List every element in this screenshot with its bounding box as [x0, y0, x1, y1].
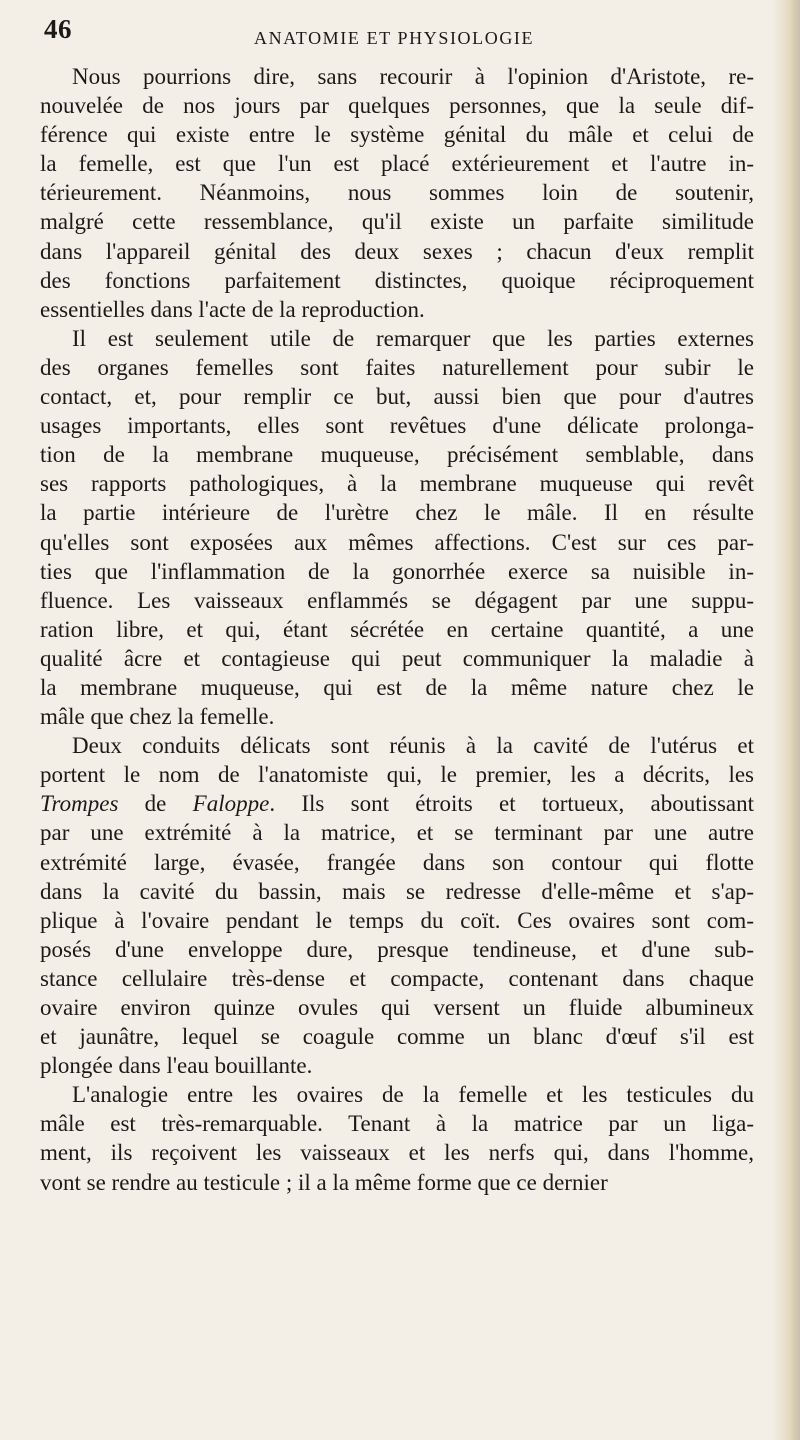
- text-line: et jaunâtre, lequel se coagule comme un blanc d'œuf s'il est: [40, 1024, 754, 1050]
- paragraph-2: [40, 324, 754, 731]
- text-line: la membrane muqueuse, qui est de la même nature chez le: [40, 674, 754, 700]
- page-header: [44, 14, 764, 48]
- page-number: 46: [44, 14, 72, 44]
- text-line: ovaire environ quinze ovules qui versent un fluide albumineux: [40, 995, 754, 1020]
- text-line: vont se rendre au testicule ; il a la même forme que ce dernier: [40, 1169, 608, 1195]
- text-line: Nous pourrions dire, sans recourir à l'opinion d'Aristote, re-: [72, 64, 754, 89]
- paragraph-1: [40, 62, 754, 324]
- text-line: stance cellulaire très-dense et compacte, contenant dans chaque: [40, 965, 754, 991]
- text-line: des fonctions parfaitement distinctes, quoique réciproquement: [40, 267, 754, 293]
- paragraph-3: [40, 731, 754, 1080]
- text-fragment: . Ils sont étroits et tortueux, aboutissant: [269, 791, 755, 817]
- text-line: dans la cavité du bassin, mais se redresse d'elle-même et s'ap-: [40, 878, 754, 904]
- text-line: ration libre, et qui, étant sécrétée en certaine quantité, a une: [40, 616, 754, 642]
- page-edge-shading: [772, 0, 800, 1440]
- text-line: qu'elles sont exposées aux mêmes affections. C'est sur ces par-: [40, 529, 754, 555]
- text-line: par une extrémité à la matrice, et se terminant par une autre: [40, 820, 754, 846]
- text-line: ties que l'inflammation de la gonorrhée exerce sa nuisible in-: [40, 558, 754, 584]
- text-line: plique à l'ovaire pendant le temps du coït. Ces ovaires sont com-: [40, 907, 754, 933]
- text-line: malgré cette ressemblance, qu'il existe un parfaite similitude: [40, 209, 754, 235]
- text-line: dans l'appareil génital des deux sexes ; chacun d'eux remplit: [40, 238, 754, 264]
- text-line: fluence. Les vaisseaux enflammés se dégagent par une suppu-: [40, 587, 754, 613]
- italic-term: Faloppe: [192, 791, 270, 817]
- text-line: extrémité large, évasée, frangée dans son contour qui flotte: [40, 849, 754, 875]
- text-line: mâle que chez la femelle.: [40, 704, 275, 730]
- text-line: posés d'une enveloppe dure, presque tendineuse, et d'une sub-: [40, 936, 754, 962]
- text-line: essentielles dans l'acte de la reproduction.: [40, 296, 425, 322]
- running-title: ANATOMIE ET PHYSIOLOGIE: [254, 28, 535, 48]
- paragraph-4: [40, 1080, 754, 1196]
- text-line: ment, ils reçoivent les vaisseaux et les nerfs qui, dans l'homme,: [40, 1140, 754, 1166]
- text-line: férence qui existe entre le système génital du mâle et celui de: [40, 122, 754, 148]
- text-line: la femelle, est que l'un est placé extérieurement et l'autre in-: [40, 151, 754, 177]
- text-line: mâle est très-remarquable. Tenant à la matrice par un liga-: [40, 1111, 754, 1137]
- text-line: Il est seulement utile de remarquer que les parties externes: [72, 325, 754, 351]
- text-line: la partie intérieure de l'urètre chez le mâle. Il en résulte: [40, 500, 754, 526]
- italic-term: Trompes: [40, 791, 119, 817]
- text-line: L'analogie entre les ovaires de la femelle et les testicules du: [72, 1082, 754, 1108]
- text-line: contact, et, pour remplir ce but, aussi bien que pour d'autres: [40, 384, 754, 410]
- text-line: usages importants, elles sont revêtues d'une délicate prolonga-: [40, 413, 754, 439]
- text-line: plongée dans l'eau bouillante.: [40, 1053, 313, 1079]
- text-fragment: de: [144, 791, 167, 817]
- text-line: Deux conduits délicats sont réunis à la cavité de l'utérus et: [72, 733, 754, 759]
- text-line: qualité âcre et contagieuse qui peut communiquer la maladie à: [40, 645, 754, 671]
- text-line: portent le nom de l'anatomiste qui, le premier, les a décrits, les: [40, 762, 754, 788]
- text-line: des organes femelles sont faites naturellement pour subir le: [40, 354, 754, 380]
- text-line: ses rapports pathologiques, à la membrane muqueuse qui revêt: [40, 471, 754, 497]
- text-line: nouvelée de nos jours par quelques personnes, que la seule dif-: [40, 93, 754, 119]
- body-text: [40, 62, 754, 1197]
- text-line-italic: [40, 789, 754, 818]
- text-line: térieurement. Néanmoins, nous sommes loin de soutenir,: [40, 180, 754, 206]
- text-line: tion de la membrane muqueuse, précisément semblable, dans: [40, 442, 754, 468]
